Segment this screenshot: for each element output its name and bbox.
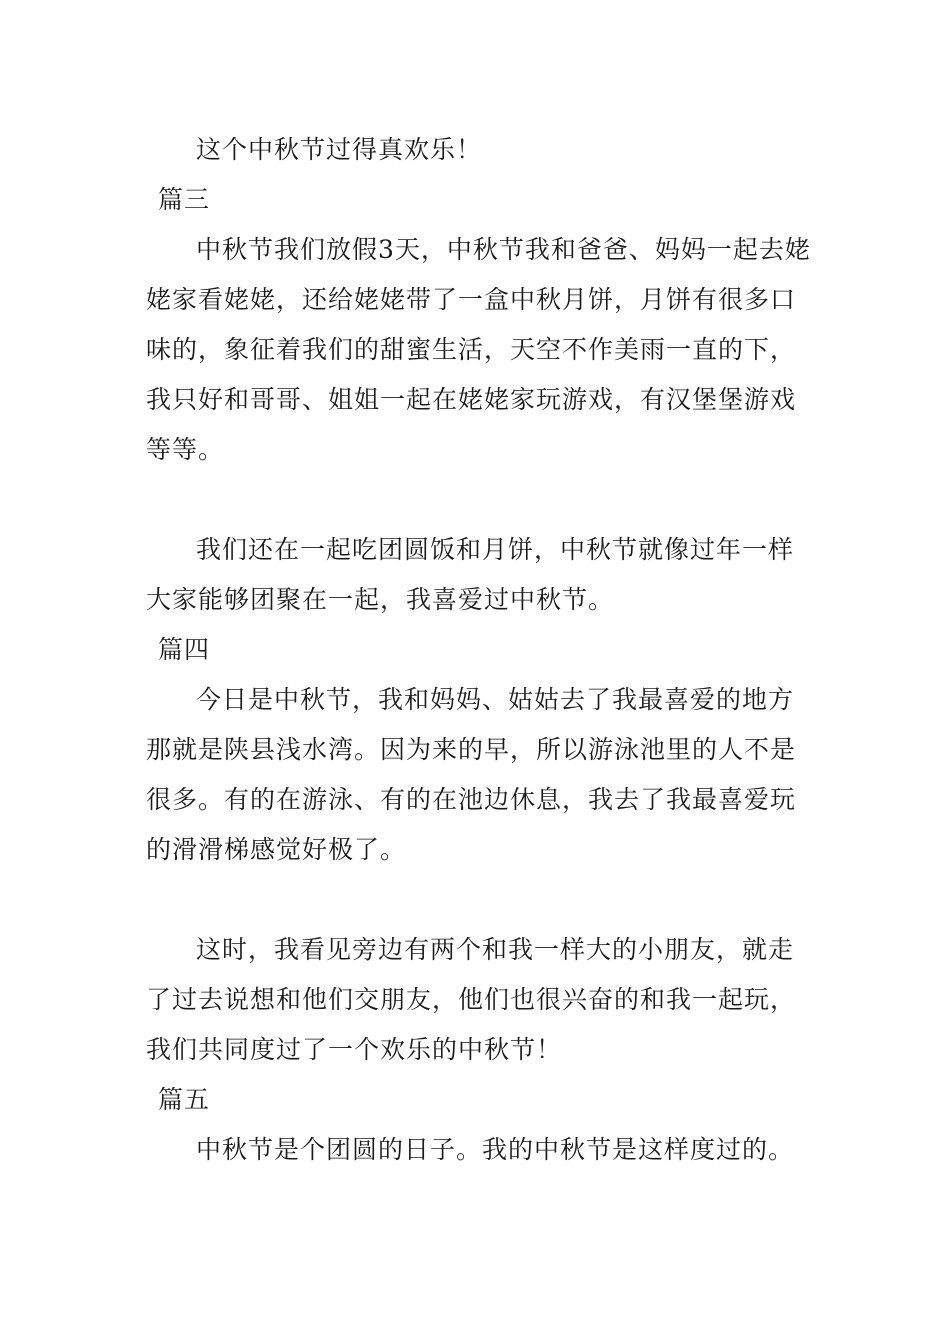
paragraph-line: 了过去说想和他们交朋友，他们也很兴奋的和我一起玩， xyxy=(146,985,797,1014)
paragraph-line: 今日是中秋节，我和妈妈、姑姑去了我最喜爱的地方 xyxy=(196,685,795,714)
paragraph-line: 味的，象征着我们的甜蜜生活，天空不作美雨一直的下， xyxy=(146,335,797,364)
paragraph-line: 我只好和哥哥、姐姐一起在姥姥家玩游戏，有汉堡堡游戏 xyxy=(146,385,797,414)
paragraph-line: 这个中秋节过得真欢乐！ xyxy=(196,135,483,164)
paragraph-line: 中秋节我们放假3天，中秋节我和爸爸、妈妈一起去姥 xyxy=(196,235,811,264)
paragraph-line: 这时，我看见旁边有两个和我一样大的小朋友，就走 xyxy=(196,935,795,964)
section-heading: 篇三 xyxy=(158,185,211,214)
paragraph-line: 那就是陕县浅水湾。因为来的早，所以游泳池里的人不是 xyxy=(146,735,797,764)
paragraph-line: 的滑滑梯感觉好极了。 xyxy=(146,835,407,864)
paragraph-line: 等等。 xyxy=(146,435,225,464)
section-heading: 篇五 xyxy=(158,1085,211,1114)
paragraph-line: 中秋节是个团圆的日子。我的中秋节是这样度过的。 xyxy=(196,1135,795,1164)
paragraph-line: 大家能够团聚在一起，我喜爱过中秋节。 xyxy=(146,585,615,614)
paragraph-line: 我们共同度过了一个欢乐的中秋节！ xyxy=(146,1035,563,1064)
paragraph-line: 很多。有的在游泳、有的在池边休息，我去了我最喜爱玩 xyxy=(146,785,797,814)
paragraph-line: 姥家看姥姥，还给姥姥带了一盒中秋月饼，月饼有很多口 xyxy=(146,285,797,314)
section-heading: 篇四 xyxy=(158,635,211,664)
paragraph-line: 我们还在一起吃团圆饭和月饼，中秋节就像过年一样 xyxy=(196,535,795,564)
